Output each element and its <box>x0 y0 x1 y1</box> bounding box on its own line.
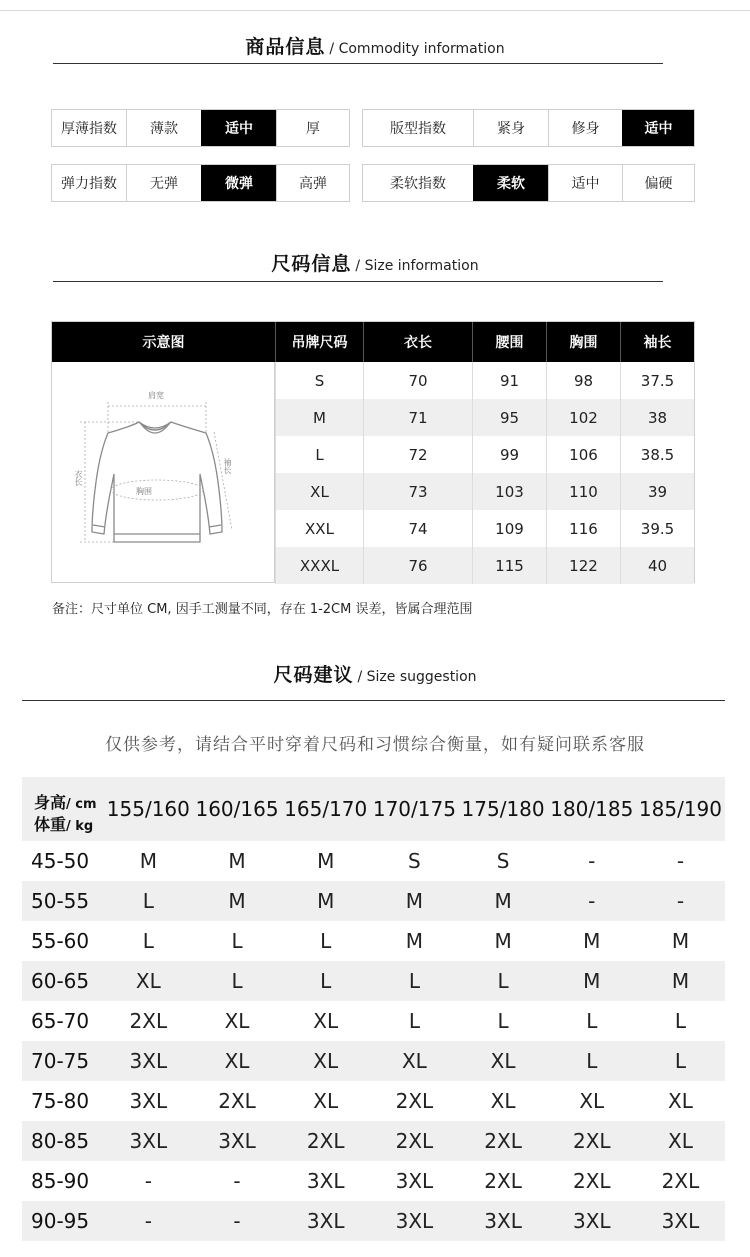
suggested-size-cell: L <box>142 929 154 953</box>
size-info-title-en: / Size information <box>355 258 479 274</box>
suggested-size-cell: - <box>233 1169 241 1193</box>
attr-thickness <box>51 109 350 147</box>
suggested-size-cell: M <box>317 889 335 913</box>
suggestion-title-en: / Size suggestion <box>357 669 477 685</box>
size-table <box>51 321 695 583</box>
suggested-size-cell: 3XL <box>572 1209 611 1233</box>
size-cell: 103 <box>472 473 546 510</box>
suggested-size-cell: - <box>588 849 596 873</box>
attr-softness-opt: 偏硬 <box>622 165 694 201</box>
suggested-size-cell: M <box>494 889 512 913</box>
commodity-title <box>0 32 750 59</box>
height-header-cell: 155/160 <box>106 797 190 821</box>
size-cell: 98 <box>546 362 620 399</box>
attr-softness <box>362 164 695 202</box>
diagram-label-length: 衣长 <box>74 470 83 486</box>
height-header-cell: 175/180 <box>461 797 545 821</box>
commodity-title-cn: 商品信息 <box>245 36 326 58</box>
diagram-label-chest: 胸围 <box>136 487 152 496</box>
suggested-size-cell: 2XL <box>218 1089 256 1113</box>
size-cell: 71 <box>363 399 472 436</box>
size-header-cell: 吊牌尺码 <box>275 322 363 362</box>
suggested-size-cell: 2XL <box>306 1129 345 1153</box>
suggested-size-cell: L <box>586 1049 598 1073</box>
suggested-size-cell: M <box>405 929 424 953</box>
attr-fit-opt: 紧身 <box>473 110 548 146</box>
weight-label: 70-75 <box>31 1049 90 1073</box>
top-divider <box>0 10 750 11</box>
suggested-size-cell: L <box>497 969 509 993</box>
size-cell: 39 <box>620 473 694 510</box>
suggested-size-cell: - <box>144 1209 152 1233</box>
suggestion-row <box>22 1121 725 1161</box>
suggested-size-cell: 3XL <box>484 1209 522 1233</box>
corner-weight-unit: / kg <box>66 819 94 834</box>
suggested-size-cell: L <box>408 1009 420 1033</box>
suggested-size-cell: - <box>676 849 685 873</box>
suggested-size-cell: - <box>676 889 685 913</box>
attr-fit-opt-selected: 适中 <box>622 110 694 146</box>
weight-label: 85-90 <box>31 1169 90 1193</box>
corner-height-label: 身高 <box>34 793 67 812</box>
size-cell: 39.5 <box>620 510 694 547</box>
attr-elasticity-opt: 无弹 <box>126 165 201 201</box>
suggested-size-cell: L <box>674 1049 687 1073</box>
weight-label: 45-50 <box>31 849 90 873</box>
suggested-size-cell: L <box>142 889 154 913</box>
size-info-title-cn: 尺码信息 <box>271 253 352 275</box>
size-cell: 72 <box>363 436 472 473</box>
suggested-size-cell: L <box>231 969 243 993</box>
weight-label: 65-70 <box>31 1009 90 1033</box>
suggested-size-cell: XL <box>490 1089 516 1113</box>
suggested-size-cell: M <box>405 889 424 913</box>
attr-fit <box>362 109 695 147</box>
suggested-size-cell: XL <box>668 1129 693 1153</box>
suggested-size-cell: M <box>228 849 246 873</box>
height-header-cell: 160/165 <box>195 797 279 821</box>
size-header-cell: 腰围 <box>472 322 546 362</box>
attr-elasticity <box>51 164 350 202</box>
diagram-label-shoulder: 肩宽 <box>148 391 164 400</box>
suggested-size-cell: 3XL <box>129 1049 168 1073</box>
measurement-note: 备注：尺寸单位 CM, 因手工测量不同，存在 1-2CM 误差，皆属合理范围 <box>52 602 473 617</box>
suggested-size-cell: M <box>494 929 512 953</box>
size-header-cell: 示意图 <box>52 322 275 362</box>
suggested-size-cell: XL <box>224 1049 250 1073</box>
corner-weight-label: 体重 <box>34 815 67 834</box>
attr-fit-opt: 修身 <box>548 110 622 146</box>
size-cell: 37.5 <box>620 362 694 399</box>
size-cell: 38 <box>620 399 694 436</box>
suggested-size-cell: 2XL <box>395 1089 434 1113</box>
weight-label: 50-55 <box>31 889 90 913</box>
attr-fit-label: 版型指数 <box>390 121 446 137</box>
attr-elasticity-opt: 高弹 <box>276 165 349 201</box>
size-cell: 40 <box>620 547 694 584</box>
suggested-size-cell: 2XL <box>129 1009 168 1033</box>
suggested-size-cell: 3XL <box>395 1169 434 1193</box>
suggested-size-cell: L <box>408 969 420 993</box>
suggestion-table <box>22 777 725 1241</box>
suggested-size-cell: 3XL <box>218 1129 256 1153</box>
suggestion-corner-cell <box>22 777 104 841</box>
suggestion-row <box>22 881 725 921</box>
attr-elasticity-label: 弹力指数 <box>61 176 117 192</box>
diagram-label-sleeve: 袖长 <box>223 458 232 474</box>
attr-softness-opt: 适中 <box>548 165 622 201</box>
suggested-size-cell: 3XL <box>129 1129 168 1153</box>
suggested-size-cell: L <box>320 969 332 993</box>
commodity-title-en: / Commodity information <box>329 41 505 57</box>
suggestion-row <box>22 1041 725 1081</box>
size-cell: 95 <box>472 399 546 436</box>
suggested-size-cell: 2XL <box>661 1169 700 1193</box>
size-table-header <box>52 322 694 362</box>
suggested-size-cell: M <box>583 929 601 953</box>
size-cell: 99 <box>472 436 546 473</box>
size-row <box>275 473 694 510</box>
suggestion-row <box>22 1161 725 1201</box>
attr-thickness-opt-selected: 适中 <box>201 110 276 146</box>
size-cell: XL <box>275 473 363 510</box>
size-cell: 115 <box>472 547 546 584</box>
suggested-size-cell: XL <box>579 1089 605 1113</box>
suggested-size-cell: 2XL <box>484 1169 522 1193</box>
attr-thickness-opt: 薄款 <box>126 110 201 146</box>
weight-label: 90-95 <box>31 1209 90 1233</box>
suggested-size-cell: XL <box>313 1049 339 1073</box>
size-cell: 110 <box>546 473 620 510</box>
size-cell: 73 <box>363 473 472 510</box>
suggested-size-cell: 2XL <box>572 1169 611 1193</box>
suggestion-rule <box>22 700 725 701</box>
suggested-size-cell: L <box>497 1009 509 1033</box>
attr-softness-opt-selected: 柔软 <box>473 165 548 201</box>
suggested-size-cell: 2XL <box>395 1129 434 1153</box>
attr-thickness-opt: 厚 <box>276 110 349 146</box>
size-cell: 102 <box>546 399 620 436</box>
commodity-rule <box>53 63 663 64</box>
suggested-size-cell: L <box>586 1009 598 1033</box>
size-table-body <box>275 362 694 584</box>
garment-diagram <box>52 362 275 582</box>
suggestion-title <box>0 660 750 687</box>
suggested-size-cell: S <box>408 849 421 873</box>
suggestion-title-cn: 尺码建议 <box>273 664 354 686</box>
suggestion-row <box>22 1001 725 1041</box>
suggested-size-cell: 3XL <box>661 1209 700 1233</box>
suggested-size-cell: 3XL <box>395 1209 434 1233</box>
suggestion-row <box>22 1081 725 1121</box>
suggested-size-cell: XL <box>490 1049 516 1073</box>
suggested-size-cell: - <box>144 1169 152 1193</box>
suggestion-hint: 仅供参考，请结合平时穿着尺码和习惯综合衡量，如有疑问联系客服 <box>105 735 645 755</box>
size-cell: 122 <box>546 547 620 584</box>
size-header-cell: 袖长 <box>620 322 694 362</box>
size-cell: 116 <box>546 510 620 547</box>
size-cell: L <box>275 436 363 473</box>
weight-label: 75-80 <box>31 1089 90 1113</box>
size-row <box>275 547 694 584</box>
weight-label: 80-85 <box>31 1129 90 1153</box>
suggested-size-cell: 2XL <box>572 1129 611 1153</box>
size-header-cell: 衣长 <box>363 322 472 362</box>
attr-thickness-label: 厚薄指数 <box>61 121 117 137</box>
size-cell: 74 <box>363 510 472 547</box>
suggested-size-cell: L <box>674 1009 687 1033</box>
weight-label: 60-65 <box>31 969 90 993</box>
suggestion-header-row <box>22 777 725 841</box>
corner-height-unit: / cm <box>66 797 97 812</box>
suggested-size-cell: M <box>317 849 335 873</box>
suggested-size-cell: M <box>228 889 246 913</box>
size-info-rule <box>53 281 663 282</box>
height-header-cell: 170/175 <box>372 797 456 821</box>
size-row <box>275 399 694 436</box>
suggested-size-cell: L <box>231 929 243 953</box>
size-cell: 109 <box>472 510 546 547</box>
size-info-title <box>0 249 750 276</box>
suggested-size-cell: - <box>233 1209 241 1233</box>
size-cell: XXXL <box>275 547 363 584</box>
suggested-size-cell: XL <box>224 1009 250 1033</box>
suggested-size-cell: XL <box>313 1009 339 1033</box>
size-row <box>275 436 694 473</box>
suggestion-row <box>22 841 725 881</box>
size-cell: XXL <box>275 510 363 547</box>
suggestion-row <box>22 961 725 1001</box>
suggested-size-cell: M <box>671 929 690 953</box>
size-cell: 91 <box>472 362 546 399</box>
suggested-size-cell: 2XL <box>484 1129 522 1153</box>
attr-softness-label: 柔软指数 <box>390 176 446 192</box>
size-header-cell: 胸围 <box>546 322 620 362</box>
suggested-size-cell: 3XL <box>306 1169 345 1193</box>
suggested-size-cell: M <box>583 969 601 993</box>
suggested-size-cell: XL <box>668 1089 693 1113</box>
suggested-size-cell: L <box>320 929 332 953</box>
size-row <box>275 362 694 399</box>
suggested-size-cell: 3XL <box>129 1089 168 1113</box>
suggested-size-cell: 3XL <box>306 1209 345 1233</box>
suggested-size-cell: XL <box>135 969 161 993</box>
suggested-size-cell: XL <box>401 1049 427 1073</box>
suggested-size-cell: M <box>139 849 157 873</box>
attr-elasticity-opt-selected: 微弹 <box>201 165 276 201</box>
size-cell: 106 <box>546 436 620 473</box>
suggested-size-cell: S <box>496 849 510 873</box>
size-cell: 76 <box>363 547 472 584</box>
suggested-size-cell: XL <box>313 1089 339 1113</box>
weight-label: 55-60 <box>31 929 90 953</box>
size-cell: S <box>275 362 363 399</box>
height-header-cell: 180/185 <box>550 797 634 821</box>
suggested-size-cell: M <box>671 969 690 993</box>
size-row <box>275 510 694 547</box>
suggestion-row <box>22 921 725 961</box>
size-cell: M <box>275 399 363 436</box>
size-cell: 38.5 <box>620 436 694 473</box>
height-header-cell: 185/190 <box>638 797 723 821</box>
size-cell: 70 <box>363 362 472 399</box>
suggested-size-cell: - <box>588 889 596 913</box>
suggestion-row <box>22 1201 725 1241</box>
height-header-cell: 165/170 <box>284 797 368 821</box>
